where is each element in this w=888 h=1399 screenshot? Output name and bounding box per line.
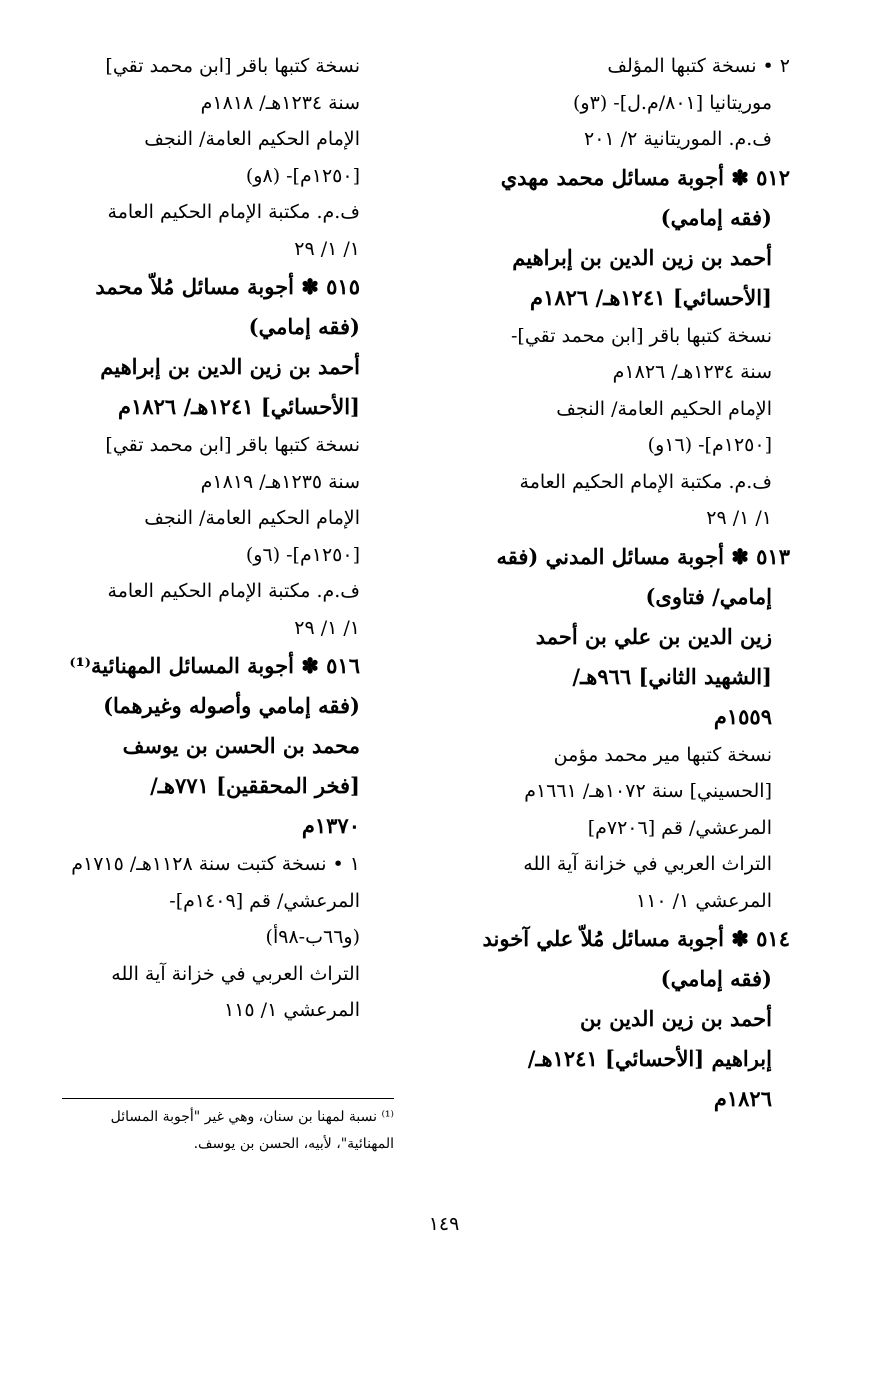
left-column-line: ف.م. مكتبة الإمام الحكيم العامة bbox=[107, 580, 360, 602]
right-column-line: ف.م. الموريتانية ٢/ ٢٠١ bbox=[584, 128, 772, 150]
left-column-line: ف.م. مكتبة الإمام الحكيم العامة bbox=[107, 201, 360, 223]
left-column-line: الإمام الحكيم العامة/ النجف bbox=[144, 128, 360, 150]
right-column bbox=[440, 48, 790, 1119]
right-column-line: ٥١٤ ✽ أجوبة مسائل مُلاّ علي آخوند bbox=[482, 926, 790, 951]
left-column-line: سنة ١٢٣٥هـ/ ١٨١٩م bbox=[200, 470, 360, 493]
left-column-line: سنة ١٢٣٤هـ/ ١٨١٨م bbox=[200, 91, 360, 114]
right-column-line: (فقه إمامي) bbox=[660, 204, 772, 230]
right-column-line: الإمام الحكيم العامة/ النجف bbox=[556, 397, 772, 420]
right-column-line: ف.م. مكتبة الإمام الحكيم العامة bbox=[519, 470, 772, 493]
left-column-line: ٥١٦ ✽ أجوبة المسائل المهنائية⁽¹⁾ bbox=[69, 653, 360, 678]
right-column-line: [الأحسائي] ١٢٤١هـ/ ١٨٢٦م bbox=[530, 284, 772, 310]
right-column-line: المرعشي ١/ ١١٠ bbox=[636, 889, 772, 912]
left-column-line: (فقه إمامي وأصوله وغيرهما) bbox=[103, 693, 360, 718]
footnotes bbox=[58, 1104, 394, 1158]
right-column-line: نسخة كتبها باقر [ابن محمد تقي]- bbox=[511, 324, 772, 347]
right-column-line: [١٢٥٠م]- (١٦و) bbox=[647, 434, 772, 456]
right-column-line: ٥١٢ ✽ أجوبة مسائل محمد مهدي bbox=[500, 164, 790, 190]
right-column-line: إمامي/ فتاوى) bbox=[645, 583, 772, 609]
left-column bbox=[60, 48, 360, 1029]
left-column-line: المرعشي ١/ ١١٥ bbox=[224, 999, 360, 1021]
left-column-line: نسخة كتبها باقر [ابن محمد تقي] bbox=[105, 55, 360, 77]
left-column-line: أحمد بن زين الدين بن إبراهيم bbox=[100, 354, 360, 379]
right-column-line: زين الدين بن علي بن أحمد bbox=[535, 623, 772, 649]
right-column-line: [الحسيني] سنة ١٠٧٢هـ/ ١٦٦١م bbox=[524, 780, 772, 802]
right-column-line: التراث العربي في خزانة آية الله bbox=[523, 853, 772, 875]
right-column-line: المرعشي/ قم [٧٢٠٦م] bbox=[587, 816, 772, 839]
right-column-line: [الشهيد الثاني] ٩٦٦هـ/ bbox=[572, 663, 772, 689]
right-column-line: إبراهيم [الأحسائي] ١٢٤١هـ/ bbox=[527, 1046, 772, 1071]
right-column-line: موريتانيا [٨٠١/م.ل]- (٣و) bbox=[573, 91, 772, 114]
right-column-line: ٥١٣ ✽ أجوبة مسائل المدني (فقه bbox=[496, 543, 790, 569]
right-column-line: نسخة كتبها مير محمد مؤمن bbox=[553, 743, 772, 766]
footnote-line: ⁽¹⁾ نسبة لمهنا بن سنان، وهي غير "أجوبة المسائل bbox=[110, 1109, 394, 1125]
left-column-line: [١٢٥٠م]- (٨و) bbox=[245, 164, 360, 187]
left-column-line: [فخر المحققين] ٧٧١هـ/ bbox=[150, 773, 360, 798]
footnote-line: المهنائية"، لأبيه، الحسن بن يوسف. bbox=[193, 1136, 394, 1152]
left-column-line: [١٢٥٠م]- (٦و) bbox=[245, 543, 360, 566]
left-column-line: ٥١٥ ✽ أجوبة مسائل مُلاّ محمد bbox=[95, 274, 360, 299]
left-column-line: ١٣٧٠م bbox=[301, 813, 360, 838]
left-column-line: ١/ ١/ ٢٩ bbox=[294, 616, 360, 639]
left-column-line: ١ • نسخة كتبت سنة ١١٢٨هـ/ ١٧١٥م bbox=[71, 853, 360, 875]
right-column-line: ١/ ١/ ٢٩ bbox=[706, 507, 772, 529]
left-column-line: الإمام الحكيم العامة/ النجف bbox=[144, 507, 360, 529]
left-column-line: التراث العربي في خزانة آية الله bbox=[111, 962, 360, 985]
left-column-line: نسخة كتبها باقر [ابن محمد تقي] bbox=[105, 434, 360, 456]
left-column-line: محمد بن الحسن بن يوسف bbox=[122, 733, 360, 758]
left-column-line: ١/ ١/ ٢٩ bbox=[294, 237, 360, 260]
left-column-line: [الأحسائي] ١٢٤١هـ/ ١٨٢٦م bbox=[118, 394, 360, 419]
right-column-line: أحمد بن زين الدين بن إبراهيم bbox=[512, 244, 772, 270]
footnote-divider bbox=[62, 1098, 394, 1099]
left-column-line: (و٦٦ب-٩٨أ) bbox=[265, 926, 360, 948]
left-column-line: المرعشي/ قم [١٤٠٩م]- bbox=[169, 889, 360, 912]
left-column-line: (فقه إمامي) bbox=[248, 314, 360, 339]
right-column-line: ١٥٥٩م bbox=[713, 703, 772, 729]
right-column-line: أحمد بن زين الدين بن bbox=[580, 1006, 772, 1031]
right-column-line: ١٨٢٦م bbox=[713, 1086, 772, 1111]
right-column-line: ٢ • نسخة كتبها المؤلف bbox=[607, 55, 790, 77]
right-column-line: (فقه إمامي) bbox=[660, 966, 772, 991]
page-number: ١٤٩ bbox=[428, 1213, 460, 1235]
right-column-line: سنة ١٢٣٤هـ/ ١٨٢٦م bbox=[612, 361, 772, 383]
